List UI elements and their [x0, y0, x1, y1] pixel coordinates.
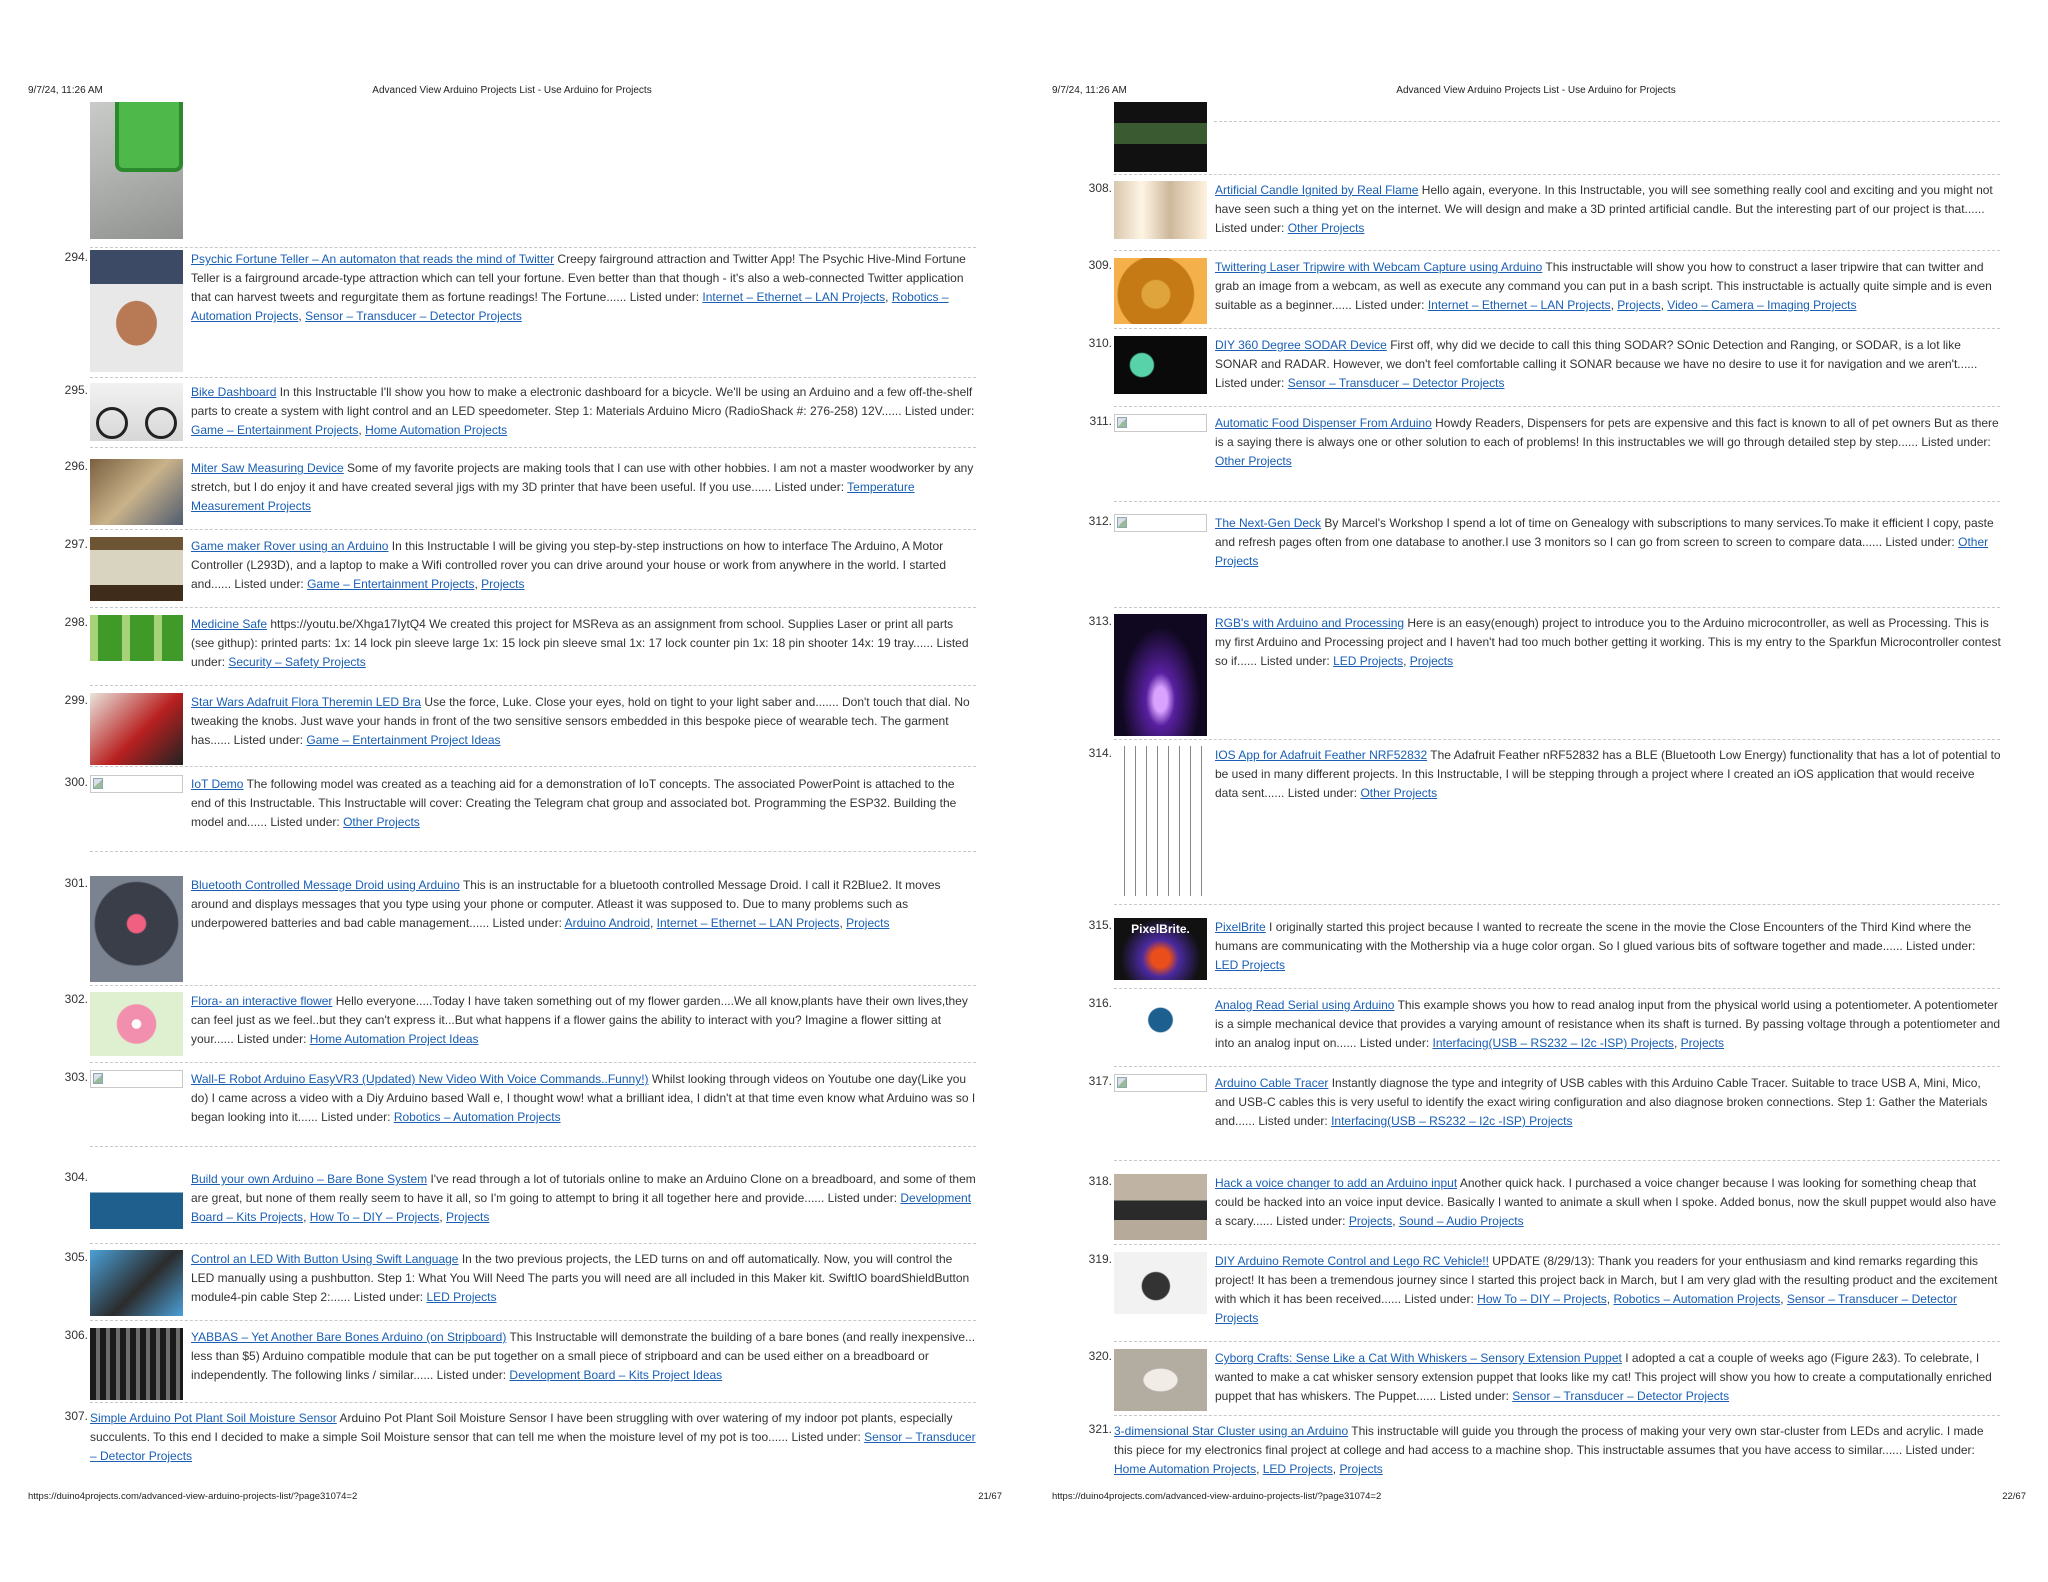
project-thumbnail[interactable] [1114, 258, 1207, 324]
category-link[interactable]: LED Projects [426, 1290, 497, 1304]
entry-number: 296. [64, 459, 88, 473]
category-link[interactable]: LED Projects [1262, 1462, 1333, 1476]
category-link[interactable]: Projects [846, 916, 890, 930]
project-summary: Creepy fairground attraction and Twitter App! The Psychic Hive-Mind Fortune Teller is a fairground arcade-type attraction which can tell your fortune. Even better than that though - it's also a web-connected Twitter application that can harvest tweets and regurgitate them as fortune readings! The Fortune...... Listed under: [191, 252, 966, 304]
entry-description: Game maker Rover using an Arduino In this Instructable I will be giving you step-by-step instructions on how to interface The Arduino, A Motor Controller (L293D), and a laptop to make a Wifi controlled rover you can drive around your house or work from anywhere in the world. I started and...... Listed under: Game – Entertainment Projects, Projects [191, 539, 947, 591]
broken-image-icon [93, 778, 103, 789]
project-thumbnail[interactable] [1114, 336, 1207, 394]
category-link[interactable]: Other Projects [1215, 535, 1989, 568]
entry-description [191, 693, 977, 750]
category-link[interactable]: Projects [1617, 298, 1661, 312]
category-link[interactable]: LED Projects [1333, 654, 1404, 668]
category-link[interactable]: Robotics – Automation Projects [393, 1110, 561, 1124]
broken-image-icon [1117, 1077, 1127, 1088]
category-link[interactable]: Sensor – Transducer – Detector Projects [305, 309, 522, 323]
project-title-link[interactable]: YABBAS – Yet Another Bare Bones Arduino (on Stripboard) [191, 1330, 507, 1344]
project-title-link[interactable]: Automatic Food Dispenser From Arduino [1215, 416, 1432, 430]
category-link[interactable]: Sensor – Transducer – Detector Projects [1287, 376, 1505, 390]
entry-description: RGB's with Arduino and Processing Here is an easy(enough) project to introduce you to the Arduino microcontroller, as well as Processing. This is my first Arduino and Processing project and I haven't had too much bother getting it working. This is my entry to the Sparkfun Microcontroller contest so if...... Listed under: LED Projects, Projects [1215, 616, 2001, 668]
print-title: Advanced View Arduino Projects List - Use Arduino for Projects [1396, 85, 1676, 96]
project-thumbnail[interactable] [90, 459, 183, 525]
category-link[interactable]: Video – Camera – Imaging Projects [1667, 298, 1857, 312]
entry-separator [1114, 904, 2000, 905]
entry-number: 307. [64, 1409, 88, 1423]
project-title-link[interactable]: Miter Saw Measuring Device [191, 461, 344, 475]
project-thumbnail[interactable] [1114, 514, 1207, 532]
project-title-link[interactable]: The Next-Gen Deck [1215, 516, 1322, 530]
project-thumbnail[interactable] [90, 992, 183, 1056]
project-summary: This instructable will guide you through the process of making your very own star-cluster from LEDs and acrylic. I made this piece for my electronics final project at college and had access to a machine shop. This instructable assumes that you have access to similar...... Listed under: [1114, 1424, 1984, 1457]
project-thumbnail[interactable] [90, 537, 183, 601]
project-thumbnail[interactable] [90, 1070, 183, 1088]
print-url[interactable]: https://duino4projects.com/advanced-view-arduino-projects-list/?page31074=2 [28, 1491, 358, 1502]
entry-description [191, 992, 977, 1049]
project-title-link[interactable]: Build your own Arduino – Bare Bone System [191, 1172, 428, 1186]
project-summary: In this Instructable I will be giving you step-by-step instructions on how to interface The Arduino, A Motor Controller (L293D), and a laptop to make a Wifi controlled rover you can drive around your house or work from anywhere in the world. I started and...... Listed under: [191, 539, 947, 591]
page-number: 22/67 [2002, 1491, 2026, 1502]
project-title-link[interactable]: PixelBrite [1215, 920, 1266, 934]
project-title-link[interactable]: Psychic Fortune Teller – An automaton that reads the mind of Twitter [191, 252, 555, 266]
project-thumbnail[interactable] [1114, 414, 1207, 432]
entry-separator [90, 1402, 976, 1403]
entry-separator [90, 529, 976, 530]
entry-separator [1114, 1244, 2000, 1245]
project-summary: Here is an easy(enough) project to introduce you to the Arduino microcontroller, as well as Processing. This is my first Arduino and Processing project and I haven't had too much bother getting it working. This is my entry to the Sparkfun Microcontroller contest so if...... Listed under: [1215, 616, 2001, 668]
entry-description [90, 1409, 977, 1466]
project-summary: UPDATE (8/29/13): Thank you readers for your enthusiasm and kind remarks regarding this project! It has been a tremendous journey since I started this project back in March, but I am very glad with the resulting product and the excitement with which it has been received...... Listed under: [1215, 1254, 1998, 1306]
project-title-link[interactable]: IoT Demo [191, 777, 244, 791]
category-link[interactable]: Sensor – Transducer – Detector Projects [1512, 1389, 1730, 1403]
category-link[interactable]: Game – Entertainment Projects [307, 577, 475, 591]
entry-separator [90, 247, 976, 248]
project-title-link[interactable]: Medicine Safe [191, 617, 268, 631]
project-title-link[interactable]: Analog Read Serial using Arduino [1215, 998, 1395, 1012]
project-thumbnail[interactable] [90, 1328, 183, 1400]
entry-number: 321. [1088, 1422, 1112, 1436]
project-thumbnail[interactable] [1114, 1349, 1207, 1411]
project-summary: The following model was created as a teaching aid for a demonstration of IoT concepts. The associated PowerPoint is attached to the end of this Instructable. This Instructable will cover: Creating the Telegram chat group and associated bot. Programming the ESP32. Building the model and...... Listed under: [191, 777, 957, 829]
entry-number: 298. [64, 615, 88, 629]
category-link[interactable]: Projects [1348, 1214, 1393, 1228]
project-title-link[interactable]: 3-dimensional Star Cluster using an Arduino [1114, 1424, 1349, 1438]
entry-description [1215, 181, 2001, 238]
project-thumbnail[interactable] [90, 250, 183, 372]
project-title-link[interactable]: Hack a voice changer to add an Arduino input [1215, 1176, 1458, 1190]
print-datetime: 9/7/24, 11:26 AM [1052, 85, 1127, 96]
entry-description [191, 775, 977, 832]
project-title-link[interactable]: Flora- an interactive flower [191, 994, 333, 1008]
entry-separator [1114, 328, 2000, 329]
project-thumbnail[interactable] [1114, 181, 1207, 239]
entry-description [1215, 1349, 2001, 1406]
entry-description: Psychic Fortune Teller – An automaton that reads the mind of Twitter Creepy fairground attraction and Twitter App! The Psychic Hive-Mind Fortune Teller is a fairground arcade-type attraction which can tell your fortune. Even better than that though - it's also a web-connected Twitter application that can harvest tweets and regurgitate them as fortune readings! The Fortune...... Listed under: Internet – Ethernet – LAN Projects, Robotics – Automation Projects, Sensor – Transducer – Detector Projects [191, 252, 966, 323]
entry-separator [90, 1146, 976, 1147]
category-link[interactable]: Other Projects [1360, 786, 1438, 800]
project-summary: I've read through a lot of tutorials online to make an Arduino Clone on a breadboard, and some of them are great, but none of them really seem to have it all, so I'm going to attempt to bring it all together here and provide...... Listed under: [191, 1172, 976, 1205]
project-summary: This Instructable will demonstrate the building of a bare bones (and really inexpensive... less than $5) Arduino compatible module that can be put together on a small piece of stripboard and can be used either on a breadboard or independently. The following links / similar...... Listed under: [191, 1330, 976, 1382]
category-link[interactable]: Development Board – Kits Projects [191, 1191, 972, 1224]
category-link[interactable]: Sensor – Transducer – Detector Projects [90, 1430, 976, 1463]
project-title-link[interactable]: DIY 360 Degree SODAR Device [1215, 338, 1387, 352]
project-title-link[interactable]: RGB's with Arduino and Processing [1215, 616, 1405, 630]
project-summary: Some of my favorite projects are making tools that I can use with other hobbies. I am not a master woodworker by any stretch, but I do enjoy it and have created several jigs with my 3D printer that have been useful. If you use...... Listed under: [191, 461, 974, 494]
category-link[interactable]: Other Projects [343, 815, 420, 829]
print-url[interactable]: https://duino4projects.com/advanced-view-arduino-projects-list/?page31074=2 [1052, 1491, 1382, 1502]
entry-separator [1114, 1341, 2000, 1342]
project-summary: I adopted a cat a couple of weeks ago (Figure 2&3). To celebrate, I wanted to make a cat whisker sensory extension puppet that looks like my cat! This project will show you how to create a computationally enriched puppet that has whiskers. The Puppet...... Listed under: [1215, 1351, 1992, 1403]
entry-description [1215, 414, 2001, 471]
project-summary: In the two previous projects, the LED turns on and off automatically. Now, you will control the LED manually using a pushbutton. Step 1: What You Will Need The parts you will need are all included in this Maker kit. SwiftIO boardShieldButton module4-pin cable Step 2:...... Listed under: [191, 1252, 970, 1304]
entry-description: Analog Read Serial using Arduino This example shows you how to read analog input from the physical world using a potentiometer. A potentiometer is a simple mechanical device that provides a varying amount of resistance when its shaft is turned. By passing voltage through a potentiometer and into an analog input on...... Listed under: Interfacing(USB – RS232 – I2c -ISP) Projects, Projects [1215, 998, 2001, 1050]
project-title-link[interactable]: DIY Arduino Remote Control and Lego RC Vehicle!! [1215, 1254, 1489, 1268]
entry-number: 300. [64, 775, 88, 789]
project-title-link[interactable]: Bluetooth Controlled Message Droid using Arduino [191, 878, 460, 892]
project-summary: By Marcel's Workshop I spend a lot of time on Genealogy with subscriptions to many services.To make it efficient I copy, paste and refresh pages often from one database to another.I use 3 monitors so I can go from screen to screen to compare data...... Listed under: [1215, 516, 1994, 549]
category-link[interactable]: Home Automation Projects [365, 423, 508, 437]
category-link[interactable]: Projects [446, 1210, 490, 1224]
project-thumbnail[interactable] [90, 775, 183, 793]
entry-description: DIY Arduino Remote Control and Lego RC Vehicle!! UPDATE (8/29/13): Thank you readers for your enthusiasm and kind remarks regarding this project! It has been a tremendous journey since I started this project back in March, but I am very glad with the resulting product and the excitement with which it has been received...... Listed under: How To – DIY – Projects, Robotics – Automation Projects, Sensor – Transducer – Detector Projects [1215, 1254, 1998, 1325]
category-link[interactable]: Sensor – Transducer – Detector Projects [1215, 1292, 1957, 1325]
entry-number: 301. [64, 876, 88, 890]
entry-description: Build your own Arduino – Bare Bone System I've read through a lot of tutorials online to make an Arduino Clone on a breadboard, and some of them are great, but none of them really seem to have it all, so I'm going to attempt to bring it all together here and provide...... Listed under: Development Board – Kits Projects, How To – DIY – Projects, Projects [191, 1172, 976, 1224]
entry-number: 316. [1088, 996, 1112, 1010]
category-link[interactable]: Robotics – Automation Projects [191, 290, 949, 323]
entry-number: 297. [64, 537, 88, 551]
category-link[interactable]: Internet – Ethernet – LAN Projects [1427, 298, 1611, 312]
project-title-link[interactable]: Wall-E Robot Arduino EasyVR3 (Updated) New Video With Voice Commands..Funny!) [191, 1072, 649, 1086]
project-summary: In this Instructable I'll show you how to make a electronic dashboard for a bicycle. We'll be using an Arduino and a few off-the-shelf parts to create a system with light control and an LED speedometer. Step 1: Materials Arduino Micro (RadioShack #: 276-258) 12V...... Listed under: [191, 385, 975, 418]
category-link[interactable]: Other Projects [1215, 454, 1292, 468]
project-title-link[interactable]: Arduino Cable Tracer [1215, 1076, 1329, 1090]
entry-description: Bluetooth Controlled Message Droid using Arduino This is an instructable for a bluetooth controlled Message Droid. I call it R2Blue2. It moves around and displays messages that you type using your phone or computer. Atleast it was supposed to. Due to many problems such as underpowered batteries and bad cable management...... Listed under: Arduino Android, Internet – Ethernet – LAN Projects, Projects [191, 878, 941, 930]
project-title-link[interactable]: Simple Arduino Pot Plant Soil Moisture Sensor [90, 1411, 337, 1425]
entry-number: 318. [1088, 1174, 1112, 1188]
entry-number: 319. [1088, 1252, 1112, 1266]
entry-number: 303. [64, 1070, 88, 1084]
project-summary: The Adafruit Feather nRF52832 has a BLE (Bluetooth Low Energy) functionality that has a lot of potential to be used in many different projects. In this Instructable, I will be stepping through a project where I created an iOS application that would receive data sent...... Listed under: [1215, 748, 2001, 800]
project-thumbnail[interactable] [90, 1250, 183, 1316]
project-summary: Instantly diagnose the type and integrity of USB cables with this Arduino Cable Tracer. Suitable to trace USB A, Mini, Mico, and USB-C cables this is very useful to identify the exact wiring configuration and also diagnose broken connections. Step 1: Gather the Materials and...... Listed under: [1215, 1076, 1988, 1128]
category-link[interactable]: How To – DIY – Projects [1477, 1292, 1607, 1306]
page-number: 21/67 [978, 1491, 1002, 1502]
entry-number: 308. [1088, 181, 1112, 195]
pixelbrite-logo-text: PixelBrite. [1131, 922, 1190, 936]
category-link[interactable]: Internet – Ethernet – LAN Projects [656, 916, 840, 930]
entry-number: 295. [64, 383, 88, 397]
category-link[interactable]: LED Projects [1215, 958, 1286, 972]
entry-separator [1114, 988, 2000, 989]
category-link[interactable]: Projects [481, 577, 525, 591]
entry-description: 3-dimensional Star Cluster using an Arduino This instructable will guide you through the process of making your very own star-cluster from LEDs and acrylic. I made this piece for my electronics final project at college and had access to a machine shop. This instructable assumes that you have access to similar...... Listed under: Home Automation Projects, LED Projects, Projects [1114, 1424, 1984, 1476]
project-title-link[interactable]: Control an LED With Button Using Swift Language [191, 1252, 459, 1266]
entry-number: 309. [1088, 258, 1112, 272]
project-title-link[interactable]: Artificial Candle Ignited by Real Flame [1215, 183, 1419, 197]
entry-separator [90, 1243, 976, 1244]
entry-description [191, 615, 977, 672]
entry-separator [1214, 121, 2000, 122]
entry-separator [1114, 174, 2000, 175]
entry-number: 312. [1088, 514, 1112, 528]
project-summary: First off, why did we decide to call this thing SODAR? SOnic Detection and Ranging, or SODAR, is a lot like SONAR and RADAR. However, we don't feel comfortable calling it SONAR because we have no desire to use it for navigation and we aren't...... Listed under: [1215, 338, 1978, 390]
category-link[interactable]: Interfacing(USB – RS232 – I2c -ISP) Projects [1432, 1036, 1674, 1050]
broken-image-icon [93, 1073, 103, 1084]
entry-number: 314. [1088, 746, 1112, 760]
project-summary: Whilst looking through videos on Youtube one day(Like you do) I came across a video with a Diy Arduino based Wall e, I thought wow! what a brilliant idea, I didn't at that time even know what Arduino was so I began looking into it...... Listed under: [191, 1072, 976, 1124]
project-summary: Hello everyone.....Today I have taken something out of my flower garden....We all know,plants have their own lives,they can feel just as we feel..but they can't express it...But what happens if a flower gains the ability to interact with you? Imagine a flower sitting at your...... Listed under: [191, 994, 968, 1046]
project-summary: This is an instructable for a bluetooth controlled Message Droid. I call it R2Blue2. It moves around and displays messages that you type using your phone or computer. Atleast it was supposed to. Due to many problems such as underpowered batteries and bad cable management...... Listed under: [191, 878, 941, 930]
entry-number: 315. [1088, 918, 1112, 932]
entry-separator [90, 851, 976, 852]
project-thumbnail[interactable] [90, 1184, 183, 1240]
entry-number: 294. [64, 250, 88, 264]
project-title-link[interactable]: Star Wars Adafruit Flora Theremin LED Bra [191, 695, 422, 709]
entry-number: 320. [1088, 1349, 1112, 1363]
print-title: Advanced View Arduino Projects List - Use Arduino for Projects [372, 85, 652, 96]
project-thumbnail[interactable] [90, 876, 183, 982]
project-title-link[interactable]: Game maker Rover using an Arduino [191, 539, 389, 553]
entry-separator [90, 1320, 976, 1321]
project-title-link[interactable]: Twittering Laser Tripwire with Webcam Capture using Arduino [1215, 260, 1543, 274]
entry-separator [1114, 250, 2000, 251]
entry-description [1215, 746, 2001, 803]
entry-number: 311. [1089, 414, 1112, 428]
project-thumbnail[interactable] [1114, 614, 1207, 736]
entry-separator [90, 685, 976, 686]
entry-description [191, 459, 977, 516]
project-summary: I originally started this project because I wanted to recreate the scene in the movie the Close Encounters of the Third Kind where the humans are communicating with the Mothership via a huge color organ. So I glued various bits of software together and made...... Listed under: [1215, 920, 1976, 953]
entry-separator [1114, 501, 2000, 502]
category-link[interactable]: Game – Entertainment Projects [191, 423, 359, 437]
category-link[interactable]: Sound – Audio Projects [1398, 1214, 1524, 1228]
project-summary: Howdy Readers, Dispensers for pets are expensive and this fact is known to all of pet owners But as there is a saying there is always one or other solution to each of problems! In this instructables we will go through detailed step by step...... Listed under: [1215, 416, 1999, 449]
entry-number: 305. [64, 1250, 88, 1264]
category-link[interactable]: Projects [1339, 1462, 1383, 1476]
project-summary: Another quick hack. I purchased a voice changer because I was looking for something cheap that could be hacked into an voice input device. Basically I wanted to animate a skull when I spoke. Added bonus, now the skull puppet would also have a scary...... Listed under: [1215, 1176, 1997, 1228]
category-link[interactable]: Internet – Ethernet – LAN Projects [702, 290, 886, 304]
entry-description [1215, 918, 2001, 975]
category-link[interactable]: Temperature Measurement Projects [191, 480, 915, 513]
project-thumbnail[interactable] [1114, 918, 1207, 980]
category-link[interactable]: Arduino Android [564, 916, 650, 930]
category-link[interactable]: Projects [1409, 654, 1454, 668]
broken-image-icon [1117, 517, 1127, 528]
broken-image-icon [1117, 417, 1127, 428]
entry-description [1215, 514, 2001, 571]
entry-description [1215, 336, 2001, 393]
entry-description: Twittering Laser Tripwire with Webcam Capture using Arduino This instructable will show you how to construct a laser tripwire that can twitter and grab an image from a webcam, as well as execute any command you can put in a bash script. This instructable is actually quite simple and is even suitable as a beginner...... Listed under: Internet – Ethernet – LAN Projects, Projects, Video – Camera – Imaging Projects [1215, 260, 1992, 312]
project-summary: This instructable will show you how to construct a laser tripwire that can twitter and grab an image from a webcam, as well as execute any command you can put in a bash script. This instructable is actually quite simple and is even suitable as a beginner...... Listed under: [1215, 260, 1992, 312]
entry-separator [1114, 739, 2000, 740]
entry-separator [90, 377, 976, 378]
category-link[interactable]: Projects [1680, 1036, 1724, 1050]
print-datetime: 9/7/24, 11:26 AM [28, 85, 103, 96]
entry-number: 304. [64, 1170, 88, 1184]
project-title-link[interactable]: IOS App for Adafruit Feather NRF52832 [1215, 748, 1428, 762]
category-link[interactable]: How To – DIY – Projects [309, 1210, 440, 1224]
project-thumbnail[interactable] [90, 383, 183, 441]
entry-separator [1114, 406, 2000, 407]
entry-number: 302. [64, 992, 88, 1006]
project-thumbnail[interactable] [1114, 746, 1207, 896]
category-link[interactable]: Robotics – Automation Projects [1613, 1292, 1781, 1306]
entry-number: 299. [64, 693, 88, 707]
entry-separator [1114, 1160, 2000, 1161]
entry-description [191, 1070, 977, 1127]
project-title-link[interactable]: Bike Dashboard [191, 385, 277, 399]
project-summary: Hello again, everyone. In this Instructable, you will see something really cool and exciting and you might not have seen such a thing yet on the internet. We will design and make a 3D printed artificial candle. But the interesting part of our project is that...... Listed under: [1215, 183, 1993, 235]
project-thumbnail[interactable] [1114, 996, 1207, 1056]
project-title-link[interactable]: Cyborg Crafts: Sense Like a Cat With Whiskers – Sensory Extension Puppet [1215, 1351, 1622, 1365]
category-link[interactable]: Other Projects [1287, 221, 1365, 235]
project-summary: This example shows you how to read analog input from the physical world using a potentiometer. A potentiometer is a simple mechanical device that provides a varying amount of resistance when its shaft is turned. By passing voltage through a potentiometer and into an analog input on...... Listed under: [1215, 998, 2001, 1050]
entry-number: 313. [1088, 614, 1112, 628]
project-summary: Arduino Pot Plant Soil Moisture Sensor I have been struggling with over watering of my indoor pot plants, especially succulents. To this end I decided to make a simple Soil Moisture sensor that can tell me when the moisture level of my pot is too...... Listed under: [90, 1411, 953, 1444]
project-thumbnail[interactable] [90, 693, 183, 765]
right-page [1024, 0, 2048, 1582]
entry-number: 317. [1088, 1074, 1112, 1088]
entry-description [191, 1250, 977, 1307]
entry-number: 310. [1088, 336, 1112, 350]
entry-separator [90, 766, 976, 767]
entry-description [191, 1328, 977, 1385]
entry-separator [90, 447, 976, 448]
category-link[interactable]: Home Automation Projects [1114, 1462, 1257, 1476]
category-link[interactable]: Development Board – Kits Project Ideas [509, 1368, 723, 1382]
entry-separator [1114, 1066, 2000, 1067]
category-link[interactable]: Security – Safety Projects [228, 655, 366, 669]
project-summary: Use the force, Luke. Close your eyes, hold on tight to your light saber and....... Don't touch that dial. No tweaking the knobs. Just wave your hands in front of the two sensitive sensors embedded in this bespoke piece of wearable tech. The garment has...... Listed under: [191, 695, 970, 747]
category-link[interactable]: Interfacing(USB – RS232 – I2c -ISP) Projects [1331, 1114, 1573, 1128]
entry-separator [90, 1062, 976, 1063]
project-summary: https://youtu.be/Xhga17IytQ4 We created this project for MSReva as an assignment from school. Supplies Laser or print all parts (see githup): printed parts: 1x: 14 lock pin sleeve large 1x: 15 lock pin sleeve smal 1x: 17 lock counter pin 1x: 18 pin shooter 14x: 19 tray...... Listed under: [191, 617, 969, 669]
entry-separator [1114, 607, 2000, 608]
entry-separator [90, 607, 976, 608]
category-link[interactable]: Game – Entertainment Project Ideas [306, 733, 501, 747]
entry-description [1215, 1074, 2001, 1131]
entry-description: Bike Dashboard In this Instructable I'll show you how to make a electronic dashboard for a bicycle. We'll be using an Arduino and a few off-the-shelf parts to create a system with light control and an LED speedometer. Step 1: Materials Arduino Micro (RadioShack #: 276-258) 12V...... Listed under: Game – Entertainment Projects, Home Automation Projects [191, 385, 975, 437]
project-thumbnail[interactable] [1114, 1074, 1207, 1092]
entry-description: Hack a voice changer to add an Arduino input Another quick hack. I purchased a voice changer because I was looking for something cheap that could be hacked into an voice input device. Basically I wanted to animate a skull when I spoke. Added bonus, now the skull puppet would also have a scary...... Listed under: Projects, Sound – Audio Projects [1215, 1176, 1997, 1228]
project-thumbnail[interactable] [1114, 1174, 1207, 1240]
entry-separator [90, 985, 976, 986]
project-thumbnail[interactable] [90, 102, 183, 239]
entry-separator [1114, 1415, 2000, 1416]
category-link[interactable]: Home Automation Project Ideas [309, 1032, 479, 1046]
project-thumbnail[interactable] [90, 615, 183, 661]
project-thumbnail[interactable] [1114, 102, 1207, 172]
entry-number: 306. [64, 1328, 88, 1342]
project-thumbnail[interactable] [1114, 1252, 1207, 1314]
